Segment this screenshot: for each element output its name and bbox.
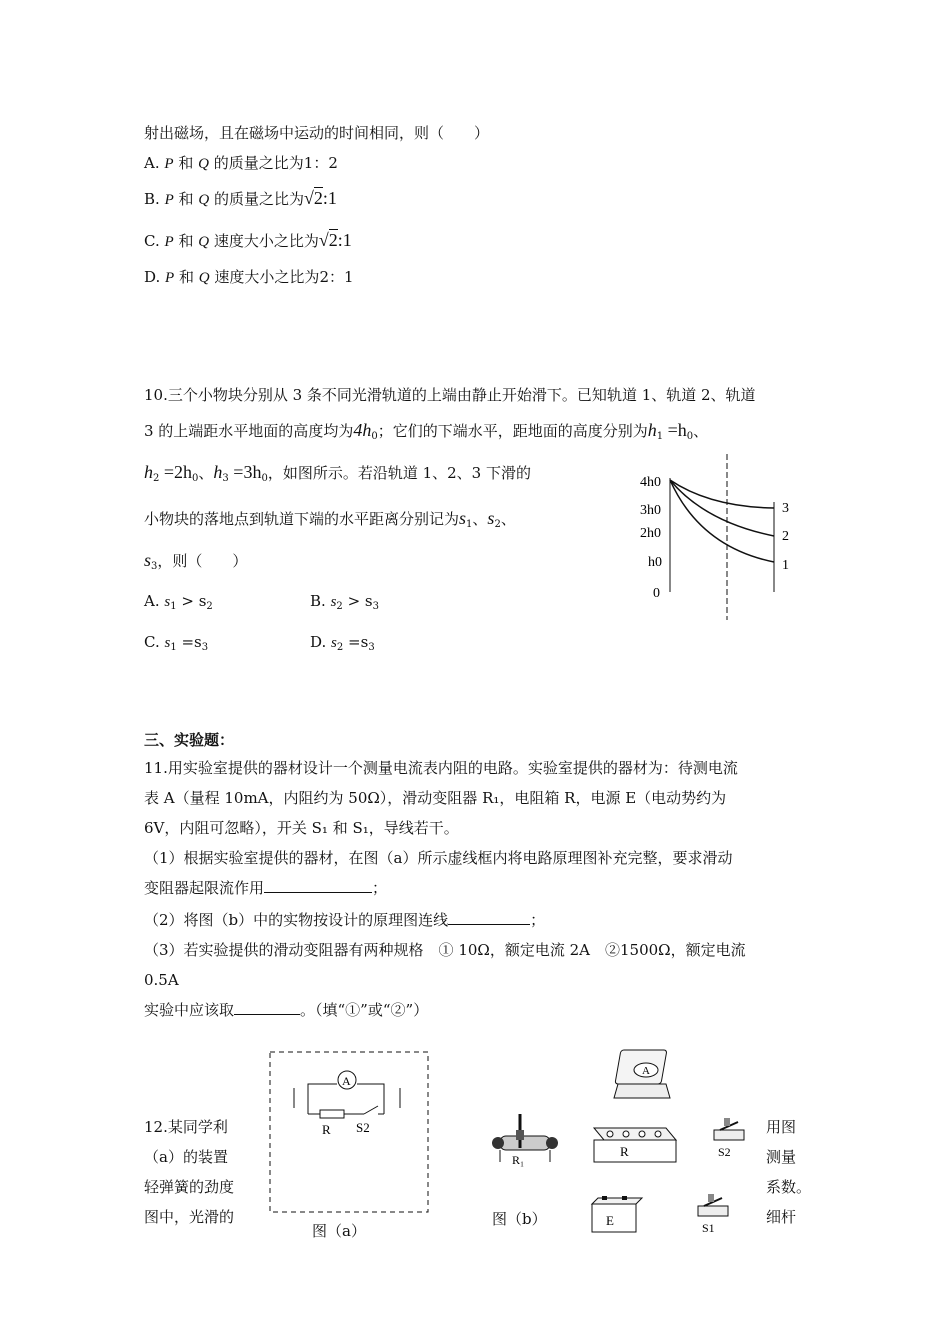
q11-line7: （3）若实验提供的滑动变阻器有两种规格 ① 10Ω，额定电流 2A ②1500Ω，额定电流 bbox=[144, 941, 746, 959]
q11-line8: 0.5A bbox=[144, 971, 179, 989]
resistance-box-r bbox=[594, 1128, 676, 1162]
sqrt-symbol: √2 bbox=[318, 230, 338, 250]
svg-text:R: R bbox=[620, 1144, 629, 1159]
q11-line2: 表 A（量程 10mA，内阻约为 50Ω），滑动变阻器 R₁，电阻箱 R，电源 E（电动势约为 bbox=[144, 789, 727, 807]
switch-s2-device bbox=[714, 1118, 744, 1159]
q10-line5: $s_3$，则（ ） bbox=[144, 550, 248, 572]
q11-line5: 变阻器起限流作用 ； bbox=[144, 879, 388, 897]
battery-e bbox=[592, 1196, 642, 1232]
q10-option-c: C. $s_1 =s_3$ bbox=[144, 633, 209, 653]
answer-blank-2[interactable] bbox=[448, 910, 530, 925]
label-4h0: 4h0 bbox=[640, 475, 661, 490]
label-track-1: 1 bbox=[782, 558, 789, 573]
svg-text:S2: S2 bbox=[718, 1145, 731, 1159]
section-title: 三、实验题： bbox=[144, 731, 235, 749]
q9-option-b: B. P 和 Q 的质量之比为√2:1 bbox=[144, 188, 337, 208]
q9-option-d: D. P 和 Q 速度大小之比为2：1 bbox=[144, 268, 354, 286]
q10-option-d: D. $s_2 =s_3$ bbox=[310, 633, 375, 653]
q11-line4: （1）根据实验室提供的器材，在图（a）所示虚线框内将电路原理图补充完整，要求滑动 bbox=[144, 849, 733, 867]
q10-option-a: A. $s_1 > s_2$ bbox=[144, 592, 213, 612]
track-1 bbox=[670, 480, 774, 562]
label-3h0: 3h0 bbox=[640, 503, 661, 518]
q10-line3: $h_2 =2h_0$、$h_3 =3h_0$，如图所示。若沿轨道 1、2、3 下滑的 bbox=[144, 462, 531, 484]
figure-a bbox=[266, 1048, 434, 1238]
q11-line9: 实验中应该取 。（填“①”或“②”） bbox=[144, 1001, 429, 1019]
q9-option-c: C. P 和 Q 速度大小之比为√2:1 bbox=[144, 230, 352, 250]
label-h0: h0 bbox=[648, 555, 662, 570]
q9-option-a: A. P 和 Q 的质量之比为1：2 bbox=[144, 154, 338, 172]
track-3 bbox=[670, 480, 774, 508]
q10-line1: 10.三个小物块分别从 3 条不同光滑轨道的上端由静止开始滑下。已知轨道 1、轨道 2、轨道 bbox=[144, 386, 756, 404]
resistor-r bbox=[320, 1110, 344, 1118]
s2-label: S2 bbox=[356, 1120, 370, 1135]
svg-text:R₁: R₁ bbox=[512, 1153, 525, 1167]
switch-s2 bbox=[364, 1106, 378, 1114]
q11-line1: 11.用实验室提供的器材设计一个测量电流表内阻的电路。实验室提供的器材为：待测电流 bbox=[144, 759, 738, 777]
ammeter-label: A bbox=[342, 1074, 351, 1088]
q12-right-text: 用图 测量 系数。 细杆 bbox=[766, 1118, 812, 1226]
svg-text:E: E bbox=[606, 1213, 614, 1228]
sqrt-symbol: √2 bbox=[303, 188, 323, 208]
label-0: 0 bbox=[653, 586, 660, 601]
q11-line3: 6V，内阻可忽略），开关 S₁ 和 S₁，导线若干。 bbox=[144, 819, 459, 837]
q10-line4: 小物块的落地点到轨道下端的水平距离分别记为$s_1$、$s_2$、 bbox=[144, 508, 516, 530]
label-track-3: 3 bbox=[782, 501, 789, 516]
label-2h0: 2h0 bbox=[640, 526, 661, 541]
answer-blank-1[interactable] bbox=[264, 878, 372, 893]
r-label: R bbox=[322, 1122, 331, 1137]
wire-top-right bbox=[357, 1084, 384, 1114]
q10-option-b: B. $s_2 > s_3$ bbox=[310, 592, 379, 612]
q9-stem-tail: 射出磁场，且在磁场中运动的时间相同，则（ ） bbox=[144, 124, 490, 142]
switch-s1-device bbox=[698, 1194, 728, 1235]
svg-text:A: A bbox=[642, 1065, 650, 1077]
q10-line2: 3 的上端距水平地面的高度均为$4h_0$；它们的下端水平，距地面的高度分别为$h_1 =h_0$、 bbox=[144, 420, 709, 442]
svg-text:S1: S1 bbox=[702, 1221, 715, 1235]
rheostat-r1 bbox=[492, 1114, 558, 1167]
answer-blank-3[interactable] bbox=[234, 1000, 300, 1015]
q10-track-figure bbox=[630, 452, 810, 622]
figure-a-caption: 图（a） bbox=[312, 1222, 366, 1240]
ammeter-device bbox=[614, 1050, 670, 1098]
label-track-2: 2 bbox=[782, 529, 789, 544]
q12-left-text: 12.某同学利 （a）的装置 轻弹簧的劲度 图中，光滑的 bbox=[144, 1118, 235, 1226]
figure-b-caption: 图（b） bbox=[492, 1210, 547, 1228]
q11-line6: （2）将图（b）中的实物按设计的原理图连线 ； bbox=[144, 911, 546, 929]
